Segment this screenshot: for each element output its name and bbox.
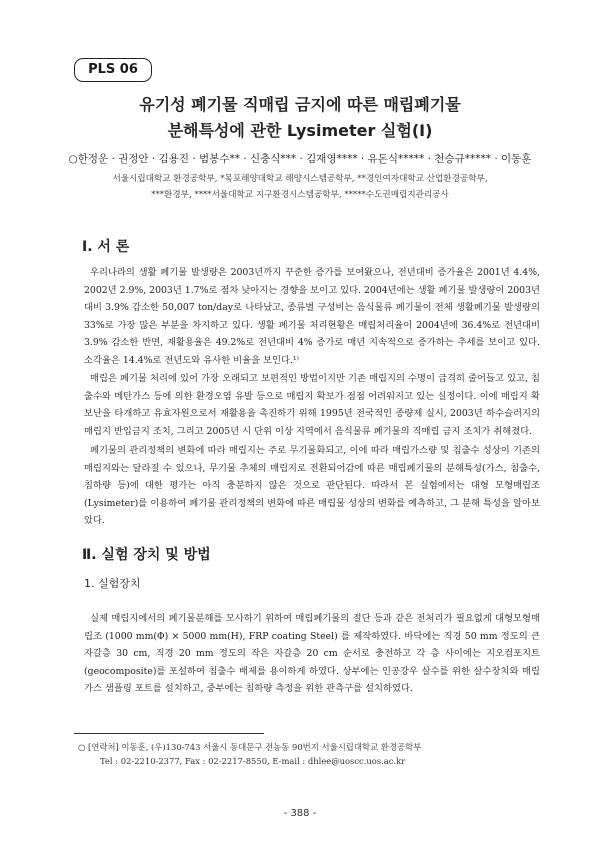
author-list: ○한정운 · 권정안 · 김용진 · 범봉수** · 신충식*** · 김재영**** · 유돈식***** · 천승규***** · 이동훈 xyxy=(68,153,532,165)
subsection-heading-equipment: 1. 실험장치 xyxy=(84,577,141,590)
affiliation-line1: 서울시립대학교 환경공학부, *목포해양대학교 해양시스템공학부, **경인여자대학교 산업환경공학부, xyxy=(112,174,488,184)
methods-paragraph-1: 실제 매립지에서의 폐기물분해를 모사하기 위하여 매립폐기물의 절단 등과 같은 전처리가 필요없게 대형모형매립조 (1000 mm(Φ) × 5000 mm(H), FRP coating Steel) 를 제작하였다. 바닥에는 직경 50 mm 정도의 큰 자갈층 30 cm, 직경 20 mm 정도의 작은 자갈층 20 cm 순서로 충전하고 각 층 사이에는 지오컴포지트(geocomposite)를 포설하여 침출수 배제를 용이하게 하였다. 상부에는 인공강우 살수를 위한 살수장치와 매립가스 샘플링 포트를 설치하고, 중부에는 침하량 측정을 위한 관측구를 설치하였다. xyxy=(84,613,540,695)
contact-footnote-line1: ○ [연락처] 이동훈, (우)130-743 서울시 동대문구 전농동 90번지 서울시립대학교 환경공학부 xyxy=(78,742,422,752)
intro-paragraph-2: 매립은 폐기물 처리에 있어 가장 오래되고 보편적인 방법이지만 기존 매립지의 수명이 급격히 줄어들고 있고, 침출수와 메탄가스 등에 의한 환경오염 유발 등으로 매립지 확보가 점점 어려워지고 있는 실정이다. 이에 매립지 확보난을 타개하고 유효자원으로서 재활용을 촉진하기 위해 1995년 전국적인 종량제 실시, 2003년 하수슬러지의 매립지 반입금지 조치, 그리고 2005년 시 단위 이상 지역에서 음식물류 폐기물의 직매립 금지 조치가 취해졌다. xyxy=(84,373,540,437)
intro-paragraph-3: 폐기물의 관리정책의 변화에 따라 매립지는 주로 무기물화되고, 이에 따라 매립가스량 및 침출수 성상이 기존의 매립지와는 달라질 수 있으나, 무기물 추체의 매립지로 전환되어감에 따른 매립폐기물의 분해특성(가스, 침출수, 침하량 등)에 대한 평가는 아직 충분하지 않은 것으로 판단된다. 따라서 본 실험에서는 대형 모형매립조 (Lysimeter)를 이용하여 폐기물 관리정책의 변화에 따른 매립물 성상의 변화를 예측하고, 그 분해 특성을 알아보았다. xyxy=(84,445,540,527)
paper-title-line1: 유기성 폐기물 직매립 금지에 따른 매립폐기물 xyxy=(139,95,461,114)
section-heading-methods: Ⅱ. 실험 장치 및 방법 xyxy=(82,547,211,563)
section-heading-introduction: Ⅰ. 서 론 xyxy=(82,239,130,255)
affiliation-line2: ***환경부, ****서울대학교 지구환경시스템공학부, *****수도권매립지관리공사 xyxy=(151,190,449,200)
page-number: - 388 - xyxy=(283,808,317,819)
intro-paragraph-1: 우리나라의 생활 폐기물 발생량은 2003년까지 꾸준한 증가를 보여왔으나, 전년대비 증가율은 2001년 4.4%, 2002년 2.9%, 2003년 1.7%로 점차 낮아지는 경향을 보이고 있다. 2004년에는 생활 폐기물 발생량이 2003년 대비 3.9% 감소한 50,007 ton/day로 나타났고, 종류별 구성비는 음식물류 폐기물이 전체 생활폐기물 발생량의 33%로 가장 많은 부분을 차지하고 있다. 생활 폐기물 처리현황은 매립처리율이 2004년에 36.4%로 전년대비 3.9% 감소한 반면, 재활용율은 49.2%로 전년대비 4% 증가로 매년 지속적으로 증가하는 추세를 보이고 있다. 소각율은 14.4%로 전년도와 유사한 비율을 보인다.¹⁾ xyxy=(84,267,540,366)
session-badge: PLS 06 xyxy=(74,58,152,82)
footnote-divider xyxy=(74,733,264,734)
paper-title-line2: 분해특성에 관한 Lysimeter 실험(Ⅰ) xyxy=(167,121,433,140)
contact-footnote-line2: Tel : 02-2210-2377, Fax : 02-2217-8550, E-mail : dhlee@uoscc.uos.ac.kr xyxy=(100,756,406,766)
